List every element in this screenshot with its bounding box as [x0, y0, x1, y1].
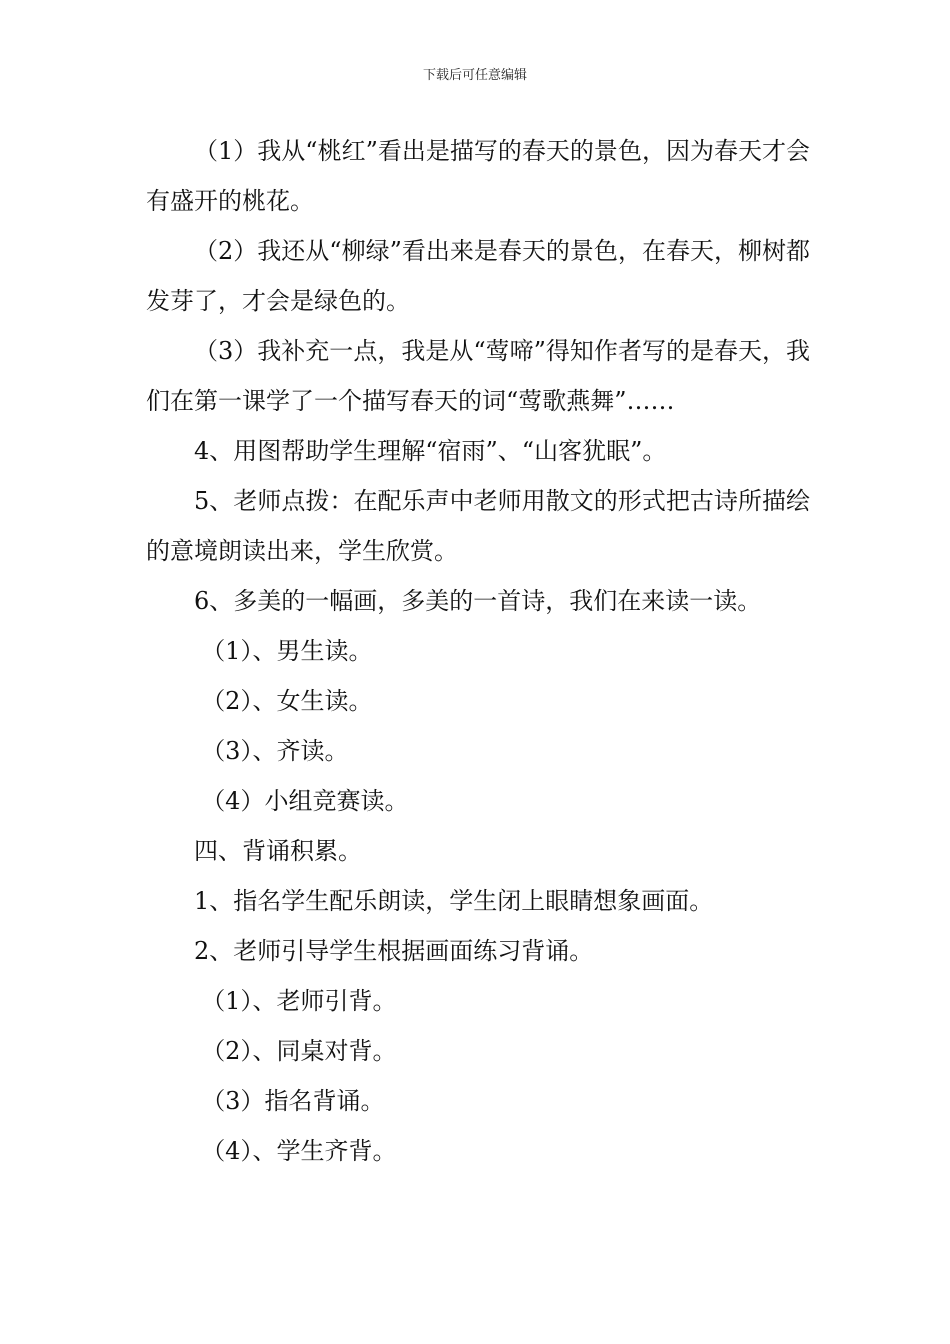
paragraph-6: 6、多美的一幅画，多美的一首诗，我们在来读一读。	[194, 587, 762, 615]
paragraph-3: （3）我补充一点，我是从“莺啼”得知作者写的是春天，我们在第一课学了一个描写春天的词“莺歌燕舞”……	[146, 337, 810, 415]
section-heading: 四、背诵积累。	[194, 837, 362, 865]
recite-item-teacher: （1）、老师引背。	[201, 987, 397, 1015]
recite-item-named: （3）指名背诵。	[201, 1087, 385, 1115]
recite-item-all: （4）、学生齐背。	[201, 1137, 397, 1165]
page-header: 下载后可任意编辑	[422, 68, 527, 83]
paragraph-5: 5、老师点拨：在配乐声中老师用散文的形式把古诗所描绘的意境朗读出来，学生欣赏。	[146, 487, 810, 565]
reading-item-group: （4）小组竞赛读。	[201, 787, 409, 815]
document-body	[146, 126, 810, 1176]
section-step-2: 2、老师引导学生根据画面练习背诵。	[194, 937, 594, 965]
reading-item-boys: （1）、男生读。	[201, 637, 373, 665]
recite-item-deskmate: （2）、同桌对背。	[201, 1037, 397, 1065]
section-step-1: 1、指名学生配乐朗读，学生闭上眼睛想象画面。	[194, 887, 714, 915]
paragraph-1: （1）我从“桃红”看出是描写的春天的景色，因为春天才会有盛开的桃花。	[146, 137, 810, 215]
reading-item-girls: （2）、女生读。	[201, 687, 373, 715]
paragraph-2: （2）我还从“柳绿”看出来是春天的景色，在春天，柳树都发芽了，才会是绿色的。	[146, 237, 810, 315]
reading-item-together: （3）、齐读。	[201, 737, 349, 765]
paragraph-4: 4、用图帮助学生理解“宿雨”、“山客犹眠”。	[194, 437, 667, 465]
